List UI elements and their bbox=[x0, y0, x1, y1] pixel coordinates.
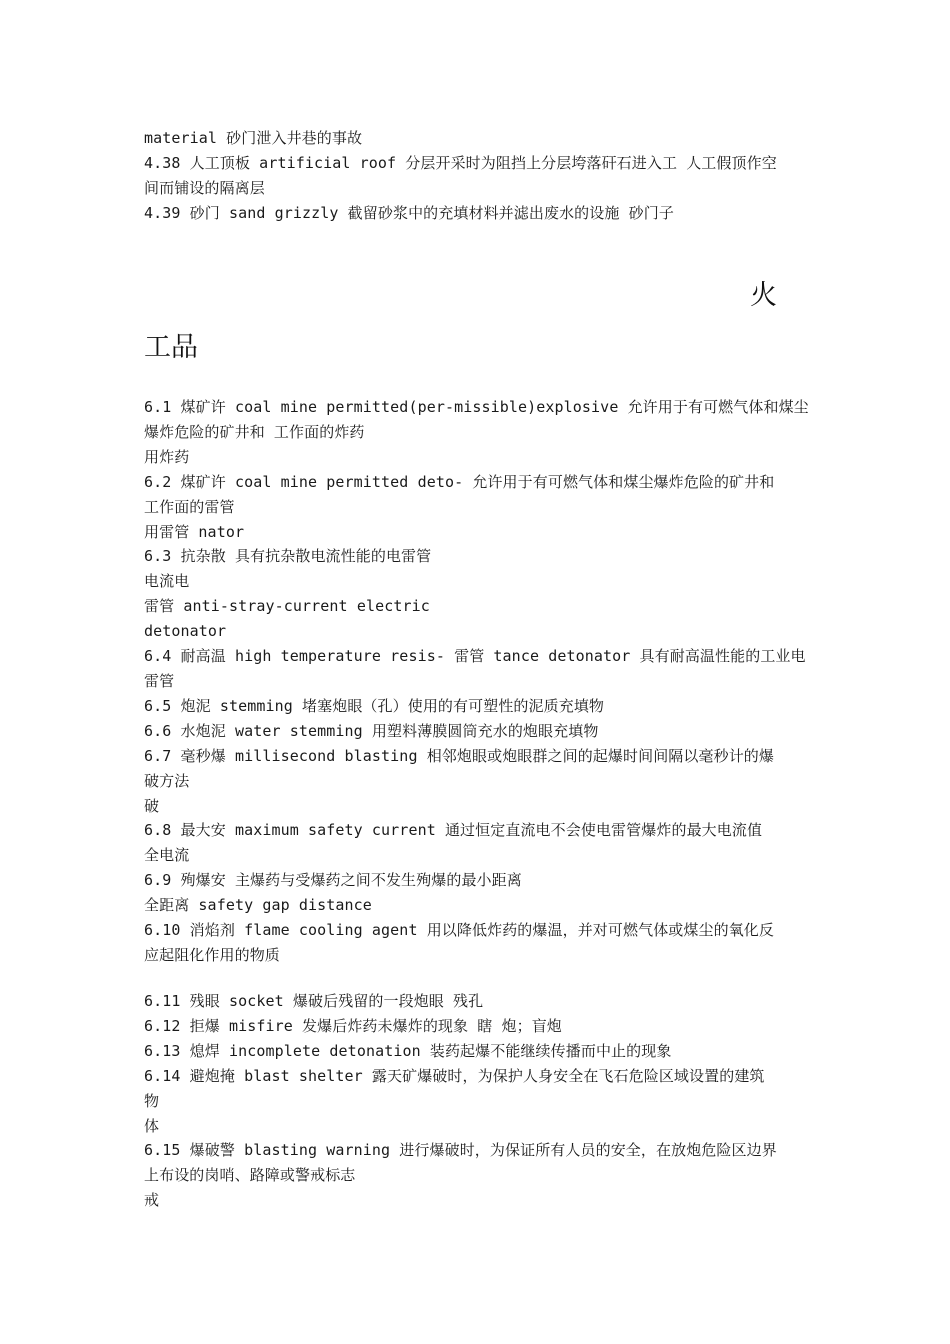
text-block-lower bbox=[144, 989, 814, 1213]
text-line: 间而铺设的隔离层 bbox=[144, 178, 265, 197]
text-block-main bbox=[144, 395, 814, 968]
text-line: 6.4 耐高温 high temperature resis- 雷管 tance detonator 具有耐高温性能的工业电 bbox=[144, 647, 806, 666]
section-heading-part2: 工品 bbox=[144, 332, 198, 363]
text-line: 6.12 拒爆 misfire 发爆后炸药未爆炸的现象 瞎 炮；盲炮 bbox=[144, 1016, 562, 1035]
section-heading-part1: 火 bbox=[750, 280, 777, 311]
text-block-top bbox=[144, 126, 814, 226]
text-line: 6.14 避炮掩 blast shelter 露天矿爆破时，为保护人身安全在飞石危险区域设置的建筑 bbox=[144, 1066, 765, 1085]
text-line: 爆炸危险的矿井和 工作面的炸药 bbox=[144, 422, 365, 441]
text-line: 4.38 人工顶板 artificial roof 分层开采时为阻挡上分层垮落矸石进入工 人工假顶作空 bbox=[144, 153, 777, 172]
text-line: 6.10 消焰剂 flame cooling agent 用以降低炸药的爆温，并对可燃气体或煤尘的氧化反 bbox=[144, 921, 775, 940]
text-line: 4.39 砂门 sand grizzly 截留砂浆中的充填材料并滤出废水的设施 砂门子 bbox=[144, 203, 674, 222]
text-line: 戒 bbox=[144, 1191, 160, 1210]
text-line: 破方法 bbox=[144, 771, 190, 790]
text-line: 6.8 最大安 maximum safety current 通过恒定直流电不会使电雷管爆炸的最大电流值 bbox=[144, 821, 763, 840]
text-line: 6.9 殉爆安 主爆药与受爆药之间不发生殉爆的最小距离 bbox=[144, 871, 522, 890]
text-line: 6.3 抗杂散 具有抗杂散电流性能的电雷管 bbox=[144, 547, 432, 566]
text-line: 6.5 炮泥 stemming 堵塞炮眼（孔）使用的有可塑性的泥质充填物 bbox=[144, 696, 605, 715]
text-line: material 砂门泄入井巷的事故 bbox=[144, 129, 363, 147]
text-line: 6.1 煤矿许 coal mine permitted(per-missible)explosive 允许用于有可燃气体和煤尘 bbox=[144, 398, 809, 416]
text-line: 工作面的雷管 bbox=[144, 497, 235, 516]
text-line: 6.2 煤矿许 coal mine permitted deto- 允许用于有可燃气体和煤尘爆炸危险的矿井和 bbox=[144, 472, 775, 491]
text-line: 物 bbox=[144, 1091, 160, 1110]
text-line: 破 bbox=[144, 796, 160, 815]
text-line: 雷管 anti-stray-current electric bbox=[144, 597, 430, 616]
text-line: 用雷管 nator bbox=[144, 522, 245, 541]
text-line: 全距离 safety gap distance bbox=[144, 896, 372, 915]
text-line: 6.15 爆破警 blasting warning 进行爆破时，为保证所有人员的安全，在放炮危险区边界 bbox=[144, 1141, 777, 1160]
text-line: 6.7 毫秒爆 millisecond blasting 相邻炮眼或炮眼群之间的起爆时间间隔以毫秒计的爆 bbox=[144, 746, 775, 765]
text-line: 用炸药 bbox=[144, 447, 190, 466]
text-line: 雷管 bbox=[144, 671, 175, 690]
text-line: detonator bbox=[144, 622, 227, 641]
text-line: 全电流 bbox=[144, 846, 190, 865]
text-line: 应起阻化作用的物质 bbox=[144, 945, 280, 964]
text-line: 6.13 熄焊 incomplete detonation 装药起爆不能继续传播而中止的现象 bbox=[144, 1041, 672, 1060]
text-line: 6.11 残眼 socket 爆破后残留的一段炮眼 残孔 bbox=[144, 992, 484, 1010]
text-line: 6.6 水炮泥 water stemming 用塑料薄膜圆筒充水的炮眼充填物 bbox=[144, 721, 599, 740]
text-line: 上布设的岗哨、路障或警戒标志 bbox=[144, 1166, 356, 1185]
text-line: 电流电 bbox=[144, 572, 190, 591]
text-line: 体 bbox=[144, 1116, 160, 1135]
